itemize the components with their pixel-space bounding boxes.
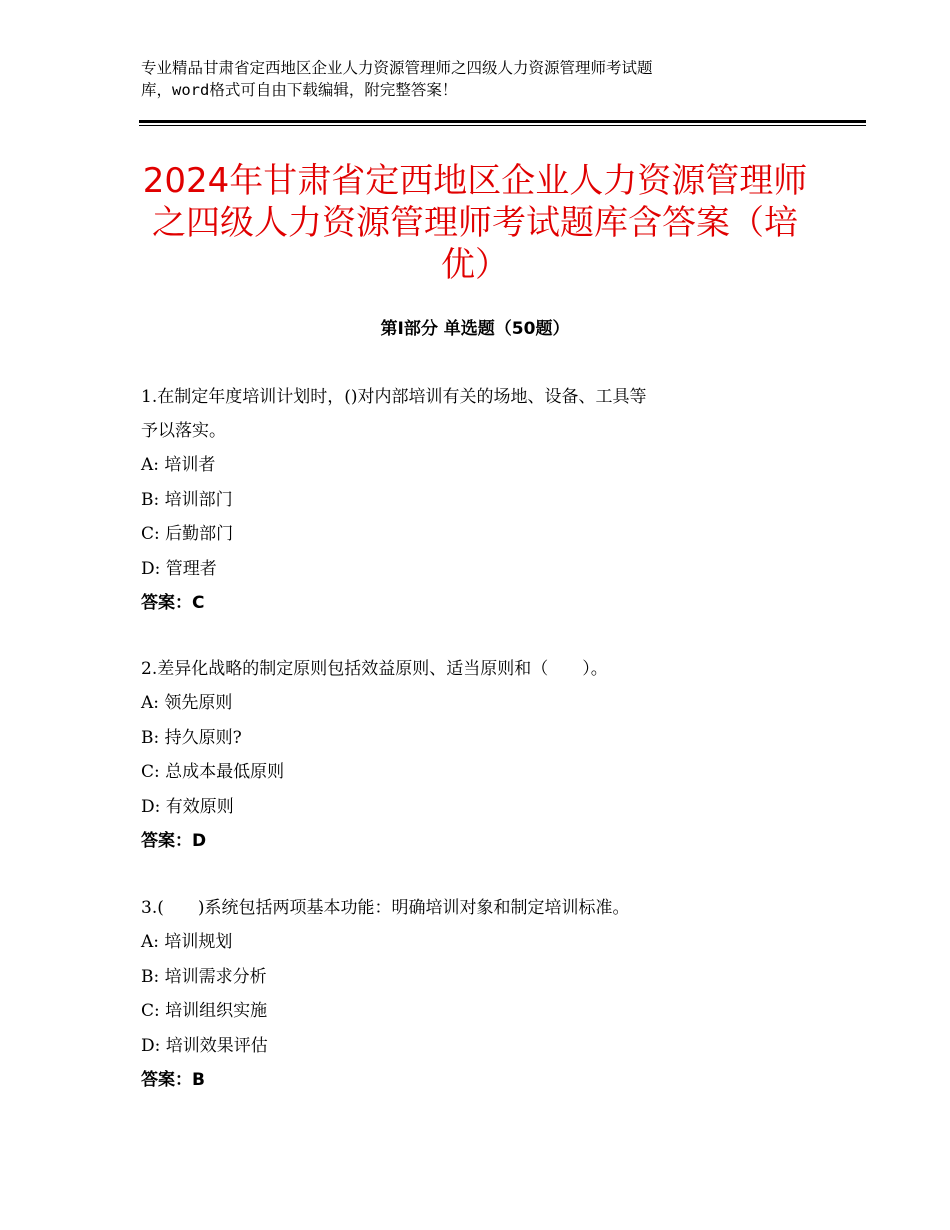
- option-d: D: 培训效果评估: [141, 1035, 268, 1056]
- answer-label: 答案：: [141, 831, 192, 851]
- question-stem-line: 予以落实。: [141, 421, 226, 441]
- option-d: D: 有效原则: [141, 796, 234, 817]
- option-a: A: 培训规划: [141, 932, 233, 952]
- question-stem-line: 3.( )系统包括两项基本功能：明确培训对象和制定培训标准。: [141, 898, 630, 918]
- header-note: [141, 57, 781, 101]
- option-b: B: 培训需求分析: [141, 966, 267, 987]
- answer-label: 答案：: [141, 593, 192, 613]
- header-divider-thick: [139, 120, 866, 123]
- title-line: 2024年甘肃省定西地区企业人力资源管理师: [142, 161, 808, 201]
- option-d: D: 管理者: [141, 558, 217, 579]
- question-item: [141, 652, 821, 859]
- title-line: 之四级人力资源管理师考试题库含答案（培: [152, 203, 798, 243]
- header-divider-thin: [139, 125, 866, 126]
- answer-label: 答案：: [141, 1070, 192, 1090]
- question-stem: [141, 380, 821, 448]
- option-a: A: 领先原则: [141, 693, 233, 713]
- question-stem: [141, 891, 821, 925]
- question-item: [141, 380, 821, 621]
- question-stem: [141, 652, 821, 686]
- answer-line: [141, 824, 821, 859]
- question-stem-line: 2.差异化战略的制定原则包括效益原则、适当原则和（ ）。: [141, 659, 608, 679]
- section-heading: 第Ⅰ部分 单选题（50题）: [380, 319, 570, 339]
- document-title: [110, 160, 840, 286]
- option-b: B: 持久原则?: [141, 727, 242, 748]
- header-note-line: 专业精品甘肃省定西地区企业人力资源管理师之四级人力资源管理师考试题: [141, 59, 653, 77]
- option-c: C: 总成本最低原则: [141, 762, 285, 782]
- answer-value: B: [192, 1070, 205, 1090]
- answer-value: D: [192, 831, 207, 851]
- option-a: A: 培训者: [141, 455, 216, 475]
- answer-line: [141, 1063, 821, 1098]
- option-c: C: 培训组织实施: [141, 1001, 268, 1021]
- answer-value: C: [192, 593, 205, 613]
- title-line: 优）: [441, 245, 509, 285]
- header-note-line: 库，word格式可自由下载编辑，附完整答案！: [141, 81, 458, 99]
- answer-line: [141, 586, 821, 621]
- option-b: B: 培训部门: [141, 489, 233, 510]
- question-stem-line: 1.在制定年度培训计划时，()对内部培训有关的场地、设备、工具等: [141, 387, 647, 407]
- question-item: [141, 891, 821, 1098]
- option-c: C: 后勤部门: [141, 524, 234, 544]
